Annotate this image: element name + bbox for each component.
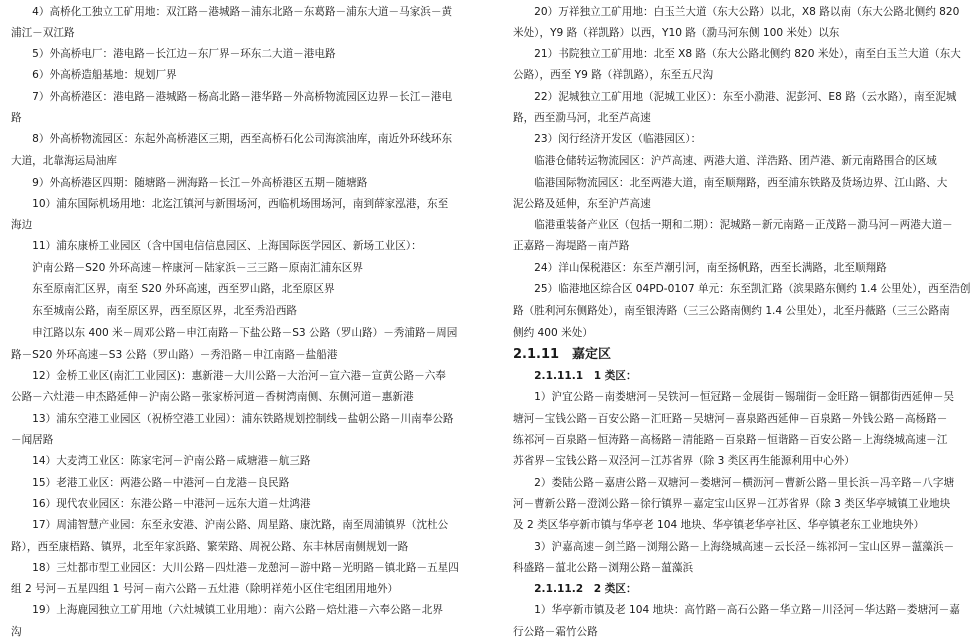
text-line: 沪南公路－S20 外环高速－梓康河－陆家浜－三三路－原南汇浦东区界 (11, 262, 363, 274)
text-line: 行公路－霜竹公路 (513, 626, 598, 638)
text-line: 公路），西至 Y9 路（祥凯路），东至五尺沟 (513, 69, 714, 81)
subsection-heading: 2.1.11.2 2 类区： (513, 583, 637, 595)
text-line: 米处），Y9 路（祥凯路）以西，Y10 路（泐马河东侧 100 米处）以东 (513, 27, 840, 39)
text-line: 东至原南汇区界，南至 S20 外环高速，西至罗山路，北至原区界 (11, 283, 335, 295)
text-line: 正嘉路－海堤路－南芦路 (513, 240, 630, 252)
text-line: 13）浦东空港工业园区（祝桥空港工业园）：浦东铁路规划控制线－盐朝公路－川南奉公路 (11, 413, 454, 425)
text-line: 侧约 400 米处） (513, 327, 593, 339)
text-line: 苏省界－宝钱公路－双泾河－江苏省界（除 3 类区再生能源利用中心外） (513, 455, 855, 467)
text-line: 1）华亭新市镇及老 104 地块：高竹路－高石公路－华立路－川泾河－华达路－娄塘河－嘉 (513, 604, 960, 616)
text-line: 7）外高桥港区：港电路－港城路－杨高北路－港华路－外高桥物流园区边界－长江－港电 (11, 91, 453, 103)
text-line: 临港重装备产业区（包括一期和二期）：泥城路－新元南路－正茂路－泐马河－两港大道－ (513, 219, 953, 231)
text-line: 临港国际物流园区：北至两港大道，南至顺翔路，西至浦东铁路及货场边界、江山路、大 (513, 177, 948, 189)
text-line: 浦江－双江路 (11, 27, 75, 39)
text-line: 路－S20 外环高速－S3 公路（罗山路）－秀沿路－申江南路－盐船港 (11, 349, 338, 361)
text-line: 练祁河－百泉路－恒涛路－高杨路－清能路－百泉路－恒谐路－百安公路－上海绕城高速－江 (513, 434, 948, 446)
text-line: 4）高桥化工独立工矿用地：双江路－港城路－浦东北路－东葛路－浦东大道－马家浜－黄 (11, 6, 453, 18)
text-line: 公路－六灶港－申杰路延伸－沪南公路－张家桥河道－香树湾南侧、东侧河道－惠新港 (11, 391, 414, 403)
text-line: 科盛路－蕰北公路－浏翔公路－蕰藻浜 (513, 562, 694, 574)
text-line: 20）万祥独立工矿用地：白玉兰大道（东大公路）以北，X8 路以南（东大公路北侧约 820 (513, 6, 960, 18)
text-line: 11）浦东康桥工业园区（含中国电信信息园区、上海国际医学园区、新场工业区）： (11, 240, 422, 252)
text-line: 路，西至泐马河，北至芦高速 (513, 112, 651, 124)
text-line: 2）娄陆公路－嘉唐公路－双塘河－娄塘河－横沥河－曹新公路－里长浜－冯辛路－八字塘 (513, 477, 955, 489)
text-line: 组 2 号河－五星四组 1 号河－南六公路－五灶港（除明祥苑小区住宅组团用地外） (11, 583, 399, 595)
text-line: 9）外高桥港区四期：随塘路－洲海路－长江－外高桥港区五期－随塘路 (11, 177, 368, 189)
text-line: 23）闵行经济开发区（临港园区）： (513, 133, 702, 145)
text-line: 及 2 类区华亭新市镇与华亭老 104 地块、华亭镇老华亭社区、华亭镇老东工业地块外） (513, 519, 925, 531)
text-line: 河－曹新公路－澄浏公路－徐行镇界－嘉定宝山区界－江苏省界（除 3 类区华亭城镇工业地块 (513, 498, 951, 510)
text-line: 3）沪嘉高速－剑兰路－浏翔公路－上海绕城高速－云长泾－练祁河－宝山区界－蕰藻浜－ (513, 541, 955, 553)
text-line: 12）金桥工业区(南汇工业园区)：惠新港－大川公路－大治河－宣六港－宣黄公路－六奉 (11, 370, 446, 382)
text-line: 路 (11, 112, 22, 124)
text-line: 大道，北靠海运局油库 (11, 155, 117, 167)
text-line: 临港仓储转运物流园区：沪芦高速、两港大道、洋浩路、团芦港、新元南路围合的区域 (513, 155, 937, 167)
text-line: 16）现代农业园区：东港公路－中港河－远东大道－灶鸿港 (11, 498, 311, 510)
text-line: 路（胜利河东侧路处），南至银涛路（三三公路南侧约 1.4 公里处），北至丹薇路（三三公路南 (513, 305, 950, 317)
text-line: 22）泥城独立工矿用地（泥城工业区）：东至小泐港、泥彭河、E8 路（云水路），南至泥城 (513, 91, 957, 103)
text-line: 塘河－宝钱公路－百安公路－汇旺路－吴塘河－喜泉路西延伸－百泉路－外钱公路－高杨路－ (513, 413, 948, 425)
text-line: 申江路以东 400 米－周邓公路－申江南路－下盐公路－S3 公路（罗山路）－秀浦路－周园 (11, 327, 458, 339)
text-line: 24）洋山保税港区：东至芦潮引河，南至扬帆路，西至长满路，北至顺翔路 (513, 262, 887, 274)
text-line: 沟 (11, 626, 22, 638)
text-line: 25）临港地区综合区 04PD-0107 单元：东至凯汇路（滨果路东侧约 1.4 公里处），西至浩创 (513, 283, 971, 295)
text-line: 东至城南公路，南至原区界，西至原区界，北至秀沿西路 (11, 305, 298, 317)
section-heading: 2.1.11 嘉定区 (513, 347, 612, 362)
subsection-heading: 2.1.11.1 1 类区： (513, 370, 637, 382)
text-line: 8）外高桥物流园区：东起外高桥港区三期，西至高桥石化公司海滨油库，南近外环线环东 (11, 133, 453, 145)
text-line: 21）书院独立工矿用地：北至 X8 路（东大公路北侧约 820 米处），南至白玉兰大道（东大 (513, 48, 961, 60)
text-line: 10）浦东国际机场用地：北迄江镇河与新围场河，西临机场围场河，南到薛家泓港，东至 (11, 198, 449, 210)
text-line: 海边 (11, 219, 33, 231)
text-line: 路），西至康梧路、镇界，北至年家浜路、繁荣路、周祝公路、东丰林居南侧规划一路 (11, 541, 409, 553)
text-line: －闻居路 (11, 434, 54, 446)
text-line: 18）三灶都市型工业园区：大川公路－四灶港－龙憩河－游中路－光明路－镇北路－五星四 (11, 562, 459, 574)
text-line: 5）外高桥电厂：港电路－长江边－东厂界－环东二大道－港电路 (11, 48, 336, 60)
text-line: 17）周浦智慧产业园：东至永安港、沪南公路、周星路、康沈路，南至周浦镇界（沈杜公 (11, 519, 449, 531)
text-line: 19）上海鹿园独立工矿用地（六灶城镇工业用地）：南六公路－焙灶港－六奉公路－北界 (11, 604, 443, 616)
text-line: 6）外高桥造船基地：规划厂界 (11, 69, 177, 81)
text-line: 15）老港工业区：两港公路－中港河－白龙港－良民路 (11, 477, 290, 489)
text-line: 14）大麦湾工业区：陈家宅河－沪南公路－咸塘港－航三路 (11, 455, 311, 467)
text-line: 泥公路及延伸，东至沪芦高速 (513, 198, 651, 210)
text-line: 1）沪宜公路－南娄塘河－吴铁河－恒冠路－金展街－锡瑞街－金旺路－铜都街西延伸－吴 (513, 391, 955, 403)
